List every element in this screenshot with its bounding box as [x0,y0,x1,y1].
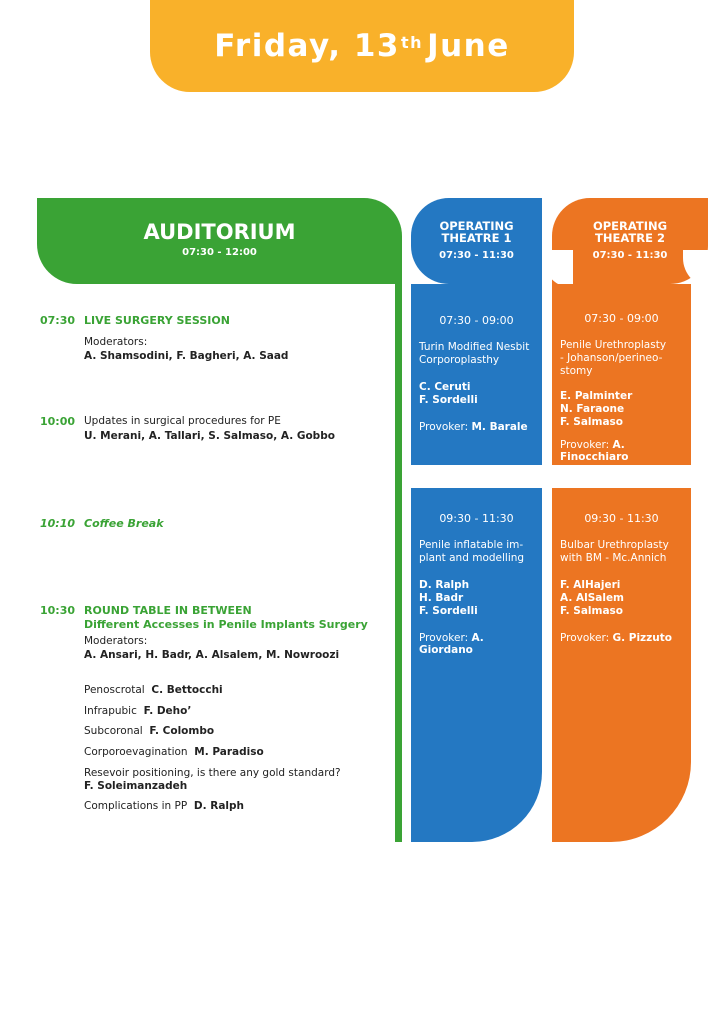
ot2-block-1-text-1: Penile Urethroplasty [560,339,667,351]
ot2-block-1-time: 07:30 - 09:00 [584,312,659,325]
session-time: 07:30 [40,314,76,327]
session-time: 10:10 [40,517,76,530]
session-title: LIVE SURGERY SESSION [84,314,230,327]
provoker-name: A. Finocchiaro [560,439,629,463]
ot1-block-1-time: 07:30 - 09:00 [439,314,514,327]
talk-topic: Subcoronal [84,725,143,737]
provoker-label: Provoker: [560,632,610,644]
ot1-title-1: OPERATING [439,219,514,233]
day-suffix: th [401,32,424,52]
ot2-block-1-name: F. Salmaso [560,416,624,428]
talk-item [84,705,191,717]
ot1-block-2-name: D. Ralph [419,579,470,591]
ot2-block-1-text-2: - Johanson/perineo- [560,352,663,364]
provoker-label: Provoker: [419,632,469,644]
provoker-name: A. Giordano [419,632,484,656]
provoker-label: Provoker: [560,439,610,451]
talk-item [84,725,214,737]
ot1-block-1 [411,284,542,465]
ot1-block-1-name: C. Ceruti [419,381,471,393]
auditorium-title: AUDITORIUM [143,220,296,244]
ot1-block-2-text-2: plant and modelling [419,552,525,564]
moderators-names: A. Ansari, H. Badr, A. Alsalem, M. Nowroozi [84,649,340,661]
ot2-block-1-name: E. Palminter [560,390,633,402]
ot1-block-2-text-1: Penile inflatable im- [419,539,524,551]
ot2-header-notch [683,250,713,288]
ot1-title-2: THEATRE 1 [441,231,512,245]
session-time: 10:00 [40,415,76,428]
coffee-break: Coffee Break [84,517,164,530]
auditorium-divider [395,280,402,842]
ot1-time: 07:30 - 11:30 [439,250,514,261]
provoker-label: Provoker: [419,421,469,433]
talk-topic: Corporoevagination [84,746,188,758]
ot2-block-2 [552,488,691,842]
ot2-block-1-text-3: stomy [560,365,593,377]
talk-topic: Resevoir positioning, is there any gold standard? [84,767,341,779]
ot1-header-notch [543,250,573,288]
talk-topic: Complications in PP [84,800,188,812]
ot1-block-1-text-2: Corporoplasthy [419,354,500,366]
auditorium-header [37,198,402,284]
moderators-label: Moderators: [84,635,148,647]
provoker-name: M. Barale [471,421,528,433]
ot1-header [411,198,542,284]
ot1-block-1-text-1: Turin Modified Nesbit [419,341,530,353]
talk-item [84,684,223,696]
moderators-label: Moderators: [84,336,148,348]
ot2-block-2-text-1: Bulbar Urethroplasty [560,539,669,551]
talk-speaker: C. Bettocchi [151,684,223,696]
ot2-header [552,198,708,284]
session-time: 10:30 [40,604,76,617]
talk-topic: Infrapubic [84,705,137,717]
talk-item [84,746,264,758]
day-text: Friday, 13 [214,28,401,64]
session-title: Updates in surgical procedures for PE [84,415,281,427]
talk-speaker: F. Deho’ [143,705,192,717]
session-speakers: U. Merani, A. Tallari, S. Salmaso, A. Gobbo [84,430,335,442]
moderators-names: A. Shamsodini, F. Bagheri, A. Saad [84,350,289,362]
ot1-block-1-name: F. Sordelli [419,394,478,406]
talk-speaker: M. Paradiso [194,746,264,758]
talk-speaker: F. Soleimanzadeh [84,780,188,792]
ot2-title-2: THEATRE 2 [595,231,665,245]
ot1-block-2 [411,488,542,842]
ot2-block-2-name: A. AlSalem [560,592,624,604]
ot1-block-2-name: F. Sordelli [419,605,478,617]
ot2-title-1: OPERATING [592,219,668,233]
talk-speaker: D. Ralph [193,800,244,812]
day-banner [150,0,574,92]
ot2-block-1-name: N. Faraone [560,403,625,415]
talk-topic: Penoscrotal [84,684,145,696]
ot2-block-2-time: 09:30 - 11:30 [584,512,659,525]
ot2-block-2-text-2: with BM - Mc.Annich [560,552,667,564]
ot2-block-2-name: F. Salmaso [560,605,624,617]
ot1-block-2-name: H. Badr [419,592,464,604]
ot1-block-2-time: 09:30 - 11:30 [439,512,514,525]
ot2-block-1 [552,284,691,465]
ot2-block-2-name: F. AlHajeri [560,579,621,591]
session-subtitle: Different Accesses in Penile Implants Surgery [84,618,368,631]
talk-item [84,800,244,812]
month-text: June [427,28,510,64]
talk-speaker: F. Colombo [149,725,215,737]
provoker-name: G. Pizzuto [612,632,672,644]
auditorium-time: 07:30 - 12:00 [182,247,257,258]
ot2-time: 07:30 - 11:30 [592,250,668,261]
session-title: ROUND TABLE IN BETWEEN [84,604,252,617]
